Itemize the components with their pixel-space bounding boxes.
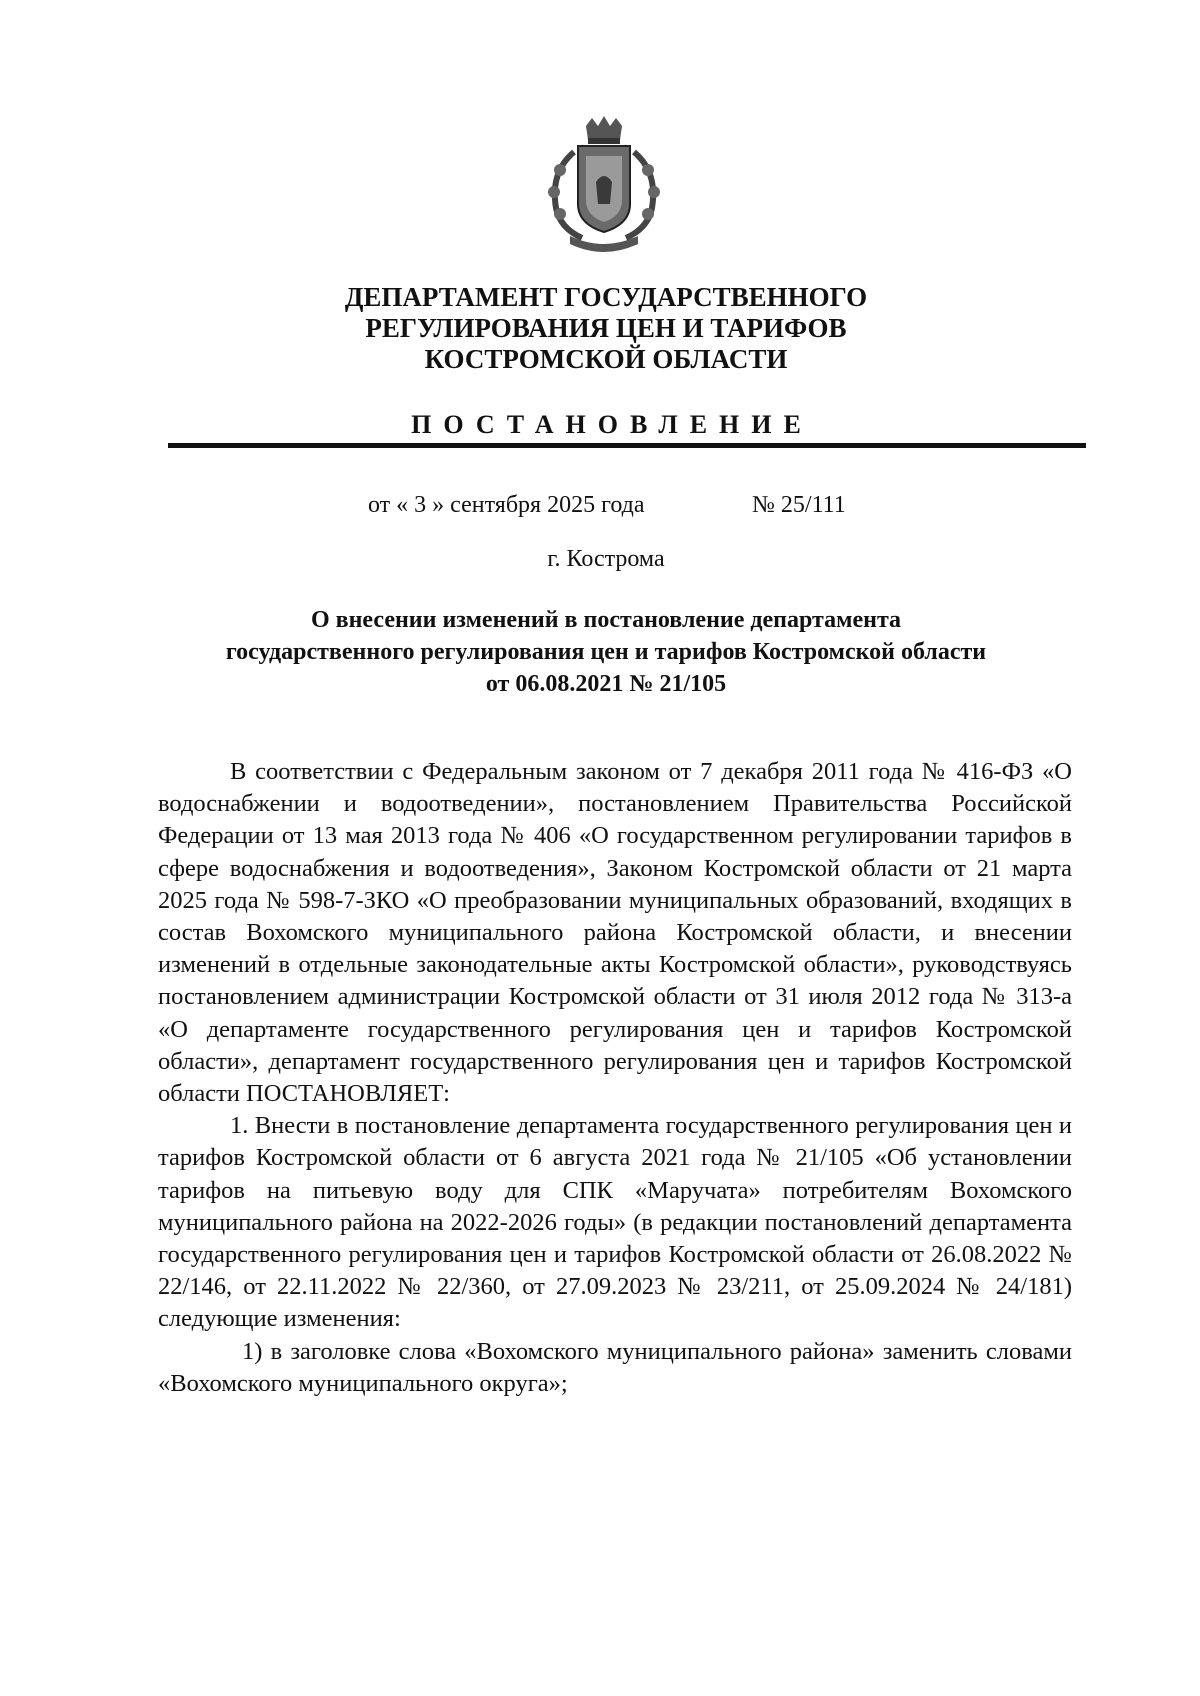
date-number-line (200, 490, 1012, 520)
header-divider (168, 443, 1086, 448)
document-number: № 25/111 (752, 492, 846, 518)
subject-line-2: государственного регулирования цен и тарифов Костромской области (225, 639, 987, 665)
department-name-line-2: РЕГУЛИРОВАНИЯ ЦЕН И ТАРИФОВ (365, 313, 847, 343)
subject-line-3: от 06.08.2021 № 21/105 (485, 671, 727, 697)
document-city: г. Кострома (547, 546, 665, 572)
department-name-line-3: КОСТРОМСКОЙ ОБЛАСТИ (424, 344, 788, 374)
item-1-paragraph: 1. Внести в постановление департамента государственного регулирования цен и тарифов Костромской области от 6 августа 2021 года № 21/105 «Об установлении тарифов на питьевую воду для СПК «Маручата» потребителям Вохомского муниципального района на 2022-2026 годы» (в редакции постановлений департамента государственного регулирования цен и тарифов Костромской области от 26.08.2022 № 22/146, от 22.11.2022 № 22/360, от 27.09.2023 № 23/211, от 25.09.2024 № 24/181) следующие изменения: (158, 1112, 1072, 1333)
subitem-1-paragraph: 1) в заголовке слова «Вохомского муниципального района» заменить словами «Вохомского муниципального округа»; (158, 1337, 1072, 1397)
document-subject (140, 604, 1072, 700)
department-name (200, 282, 1012, 375)
preamble-paragraph: В соответствии с Федеральным законом от 7 декабря 2011 года № 416-ФЗ «О водоснабжении и водоотведении», постановлением Правительства Российской Федерации от 13 мая 2013 года № 406 «О государственном регулировании тарифов в сфере водоснабжения и водоотведения», Законом Костромской области от 21 марта 2025 года № 598-7-ЗКО «О преобразовании муниципальных образований, входящих в состав Вохомского муниципального района Костромской области, и внесении изменений в отдельные законодательные акты Костромской области», руководствуясь постановлением администрации Костромской области от 31 июля 2012 года № 313-а «О департаменте государственного регулирования цен и тарифов Костромской области», департамент государственного регулирования цен и тарифов Костромской области ПОСТАНОВЛЯЕТ: (158, 758, 1072, 1108)
document-type-heading: ПОСТАНОВЛЕНИЕ (411, 410, 813, 439)
coat-of-arms-icon (530, 112, 678, 260)
subject-line-1: О внесении изменений в постановление департамента (310, 607, 902, 633)
document-body (158, 756, 1072, 1400)
department-name-line-1: ДЕПАРТАМЕНТ ГОСУДАРСТВЕННОГО (344, 282, 868, 312)
document-date: от « 3 » сентября 2025 года (368, 492, 645, 518)
